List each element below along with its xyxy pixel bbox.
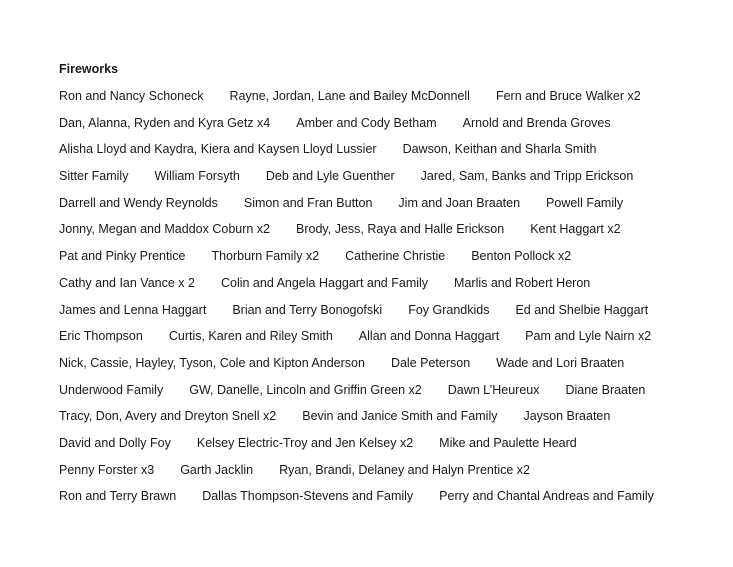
list-item: Bevin and Janice Smith and Family — [302, 409, 498, 424]
list-line — [59, 408, 729, 435]
list-item: Dawn L’Heureux — [447, 382, 540, 397]
list-item: Colin and Angela Haggart and Family — [220, 275, 429, 290]
list-item: Ron and Terry Brawn — [59, 489, 177, 504]
list-line — [59, 462, 729, 489]
list-item: Dawson, Keithan and Sharla Smith — [402, 142, 597, 157]
list-item: Alisha Lloyd and Kaydra, Kiera and Kaysen Lloyd Lussier — [59, 142, 377, 157]
list-item: David and Dolly Foy — [59, 435, 171, 450]
document-title: Fireworks — [59, 62, 119, 76]
list-item: Jayson Braaten — [523, 409, 611, 424]
list-item: William Forsyth — [154, 169, 240, 184]
list-item: Fern and Bruce Walker x2 — [495, 89, 641, 103]
list-line — [59, 141, 729, 168]
list-item: Simon and Fran Button — [243, 195, 373, 210]
list-item: Thorburn Family x2 — [211, 249, 320, 264]
list-line — [59, 168, 729, 195]
list-item: Arnold and Brenda Groves — [462, 115, 611, 130]
list-item: GW, Danelle, Lincoln and Griffin Green x2 — [189, 382, 422, 397]
list-item: Mike and Paulette Heard — [439, 435, 577, 450]
list-item: Tracy, Don, Avery and Dreyton Snell x2 — [59, 409, 277, 424]
list-item: Rayne, Jordan, Lane and Bailey McDonnell — [229, 89, 470, 103]
list-item: Underwood Family — [59, 382, 164, 397]
list-item: Brian and Terry Bonogofski — [232, 302, 383, 317]
list-item: Marlis and Robert Heron — [454, 275, 591, 290]
list-item: Ron and Nancy Schoneck — [59, 89, 204, 103]
list-line — [59, 115, 729, 142]
list-line — [59, 302, 729, 329]
list-item: Nick, Cassie, Hayley, Tyson, Cole and Kipton Anderson — [59, 355, 365, 370]
list-item: Jared, Sam, Banks and Tripp Erickson — [420, 169, 634, 184]
list-item: Sitter Family — [59, 169, 129, 184]
list-item: Kelsey Electric-Troy and Jen Kelsey x2 — [196, 435, 414, 450]
list-item: James and Lenna Haggart — [59, 302, 207, 317]
list-item: Wade and Lori Braaten — [496, 355, 625, 370]
list-line — [59, 275, 729, 302]
list-item: Eric Thompson — [59, 329, 143, 344]
list-line — [59, 382, 729, 409]
list-item: Dale Peterson — [390, 355, 471, 370]
list-item: Ed and Shelbie Haggart — [515, 302, 649, 317]
list-item: Garth Jacklin — [180, 462, 254, 477]
list-item: Brody, Jess, Raya and Halle Erickson — [296, 222, 505, 237]
list-item: Darrell and Wendy Reynolds — [59, 195, 218, 210]
list-line — [59, 355, 729, 382]
list-item: Pat and Pinky Prentice — [59, 249, 186, 264]
list-item: Jonny, Megan and Maddox Coburn x2 — [59, 222, 271, 237]
list-item: Amber and Cody Betham — [296, 115, 437, 130]
list-item: Benton Pollock x2 — [471, 249, 572, 264]
list-item: Curtis, Karen and Riley Smith — [168, 329, 333, 344]
list-item: Kent Haggart x2 — [530, 222, 621, 237]
list-line — [59, 248, 729, 275]
list-item: Jim and Joan Braaten — [398, 195, 521, 210]
list-item: Catherine Christie — [345, 249, 446, 264]
list-item: Allan and Donna Haggart — [358, 329, 500, 344]
list-item: Pam and Lyle Nairn x2 — [525, 329, 652, 344]
list-item: Dallas Thompson-Stevens and Family — [202, 489, 414, 504]
donor-list — [59, 88, 729, 515]
list-item: Ryan, Brandi, Delaney and Halyn Prentice x2 — [279, 462, 530, 477]
list-line — [59, 328, 729, 355]
list-item: Perry and Chantal Andreas and Family — [439, 489, 654, 504]
list-item: Penny Forster x3 — [59, 462, 155, 477]
list-item: Cathy and Ian Vance x 2 — [59, 275, 195, 290]
list-line — [59, 88, 729, 115]
list-line — [59, 488, 729, 515]
list-item: Powell Family — [546, 195, 624, 210]
list-item: Deb and Lyle Guenther — [265, 169, 395, 184]
list-line — [59, 435, 729, 462]
list-item: Diane Braaten — [565, 382, 646, 397]
list-item: Foy Grandkids — [408, 302, 490, 317]
list-line — [59, 221, 729, 248]
list-line — [59, 195, 729, 222]
list-item: Dan, Alanna, Ryden and Kyra Getz x4 — [59, 115, 271, 130]
